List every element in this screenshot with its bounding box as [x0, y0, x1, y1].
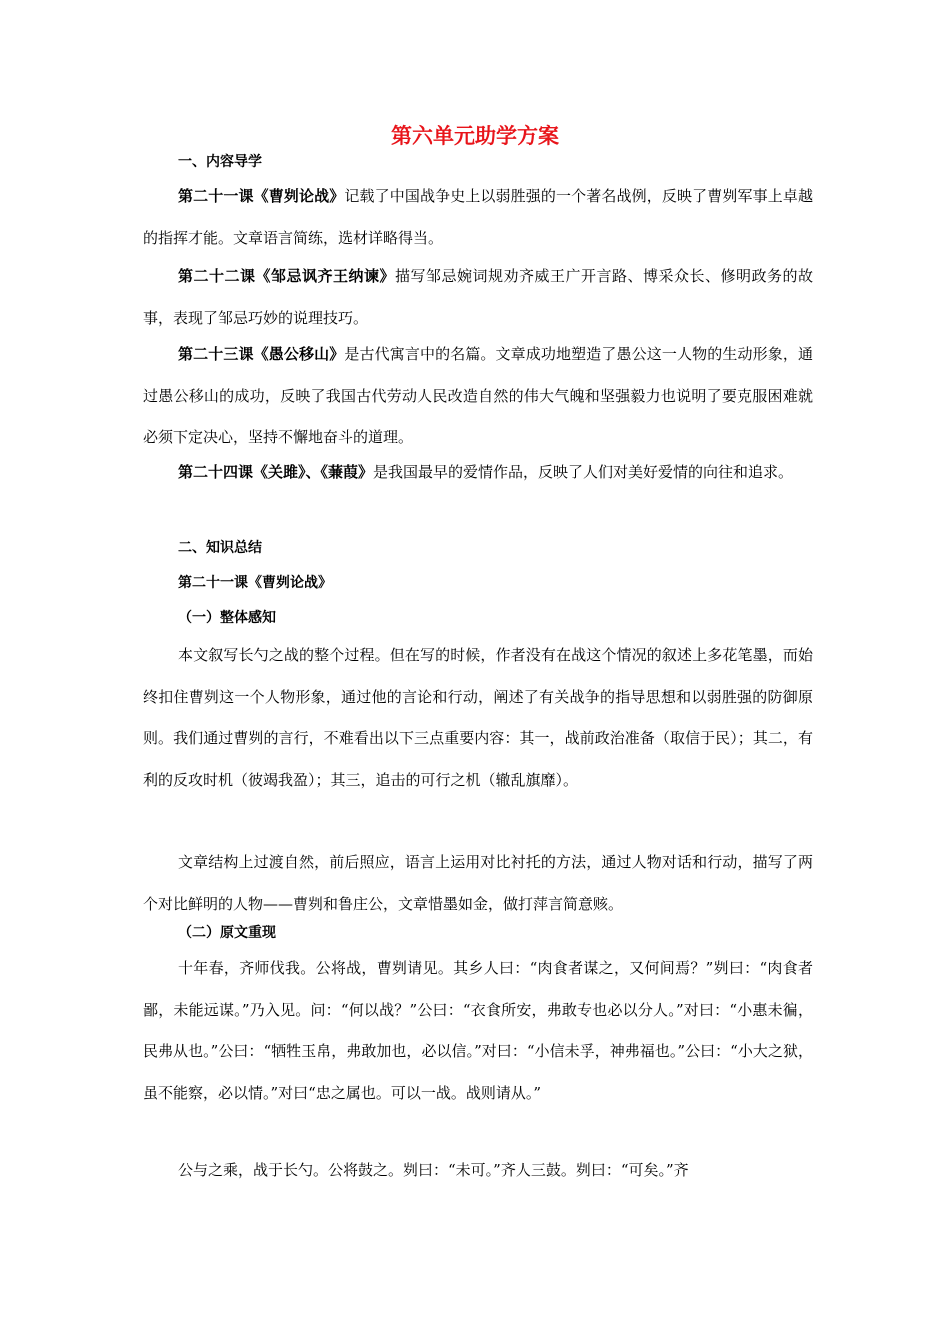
subheading-overall-perception: （一）整体感知	[178, 610, 276, 626]
lesson-21-title: 第二十一课《曹刿论战》	[178, 187, 345, 205]
lesson-23-text: 是古代寓言中的名篇。文章成功地塑造了愚公这一人物的生动形象，通过愚公移山的成功，反映了我国古代劳动人民改造自然的伟大气魄和坚强毅力也说明了要克服困难就必须下定决心，坚持不懈地奋斗的道理。	[143, 345, 813, 446]
section-heading-content-guide: 一、内容导学	[178, 154, 262, 170]
lesson-23-title: 第二十三课《愚公移山》	[178, 345, 345, 363]
lesson-23-intro	[143, 334, 813, 459]
lesson-21-text: 记载了中国战争史上以弱胜强的一个著名战例，反映了曹刿军事上卓越的指挥才能。文章语言简练，选材详略得当。	[143, 187, 813, 247]
lesson-21-heading: 第二十一课《曹刿论战》	[178, 575, 332, 591]
lesson-22-text: 描写邹忌婉词规劝齐威王广开言路、博采众长、修明政务的故事，表现了邹忌巧妙的说理技巧。	[143, 267, 813, 327]
lesson-24-intro	[143, 452, 813, 494]
original-text-paragraph-2: 公与之乘，战于长勺。公将鼓之。刿曰：“未可。”齐人三鼓。刿曰：“可矣。”齐	[178, 1161, 689, 1179]
original-text-paragraph-1: 十年春，齐师伐我。公将战，曹刿请见。其乡人曰：“肉食者谋之，又何间焉？”刿曰：“肉食者鄙，未能远谋。”乃入见。问：“何以战？”公曰：“衣食所安，弗敢专也必以分人。”对曰：“小惠未徧，民弗从也。”公曰：“牺牲玉帛，弗敢加也，必以信。”对曰：“小信未孚，神弗福也。”公曰：“小大之狱，虽不能察，必以情。”对曰“忠之属也。可以一战。战则请从。”	[143, 959, 813, 1102]
lesson-22-title: 第二十二课《邹忌讽齐王纳谏》	[178, 267, 395, 285]
lesson-22-intro	[143, 256, 813, 339]
overall-perception-paragraph-1: 本文叙写长勺之战的整个过程。但在写的时候，作者没有在战这个情况的叙述上多花笔墨，而始终扣住曹刿这一个人物形象，通过他的言论和行动，阐述了有关战争的指导思想和以弱胜强的防御原则。我们通过曹刿的言行，不难看出以下三点重要内容：其一，战前政治准备（取信于民）；其二，有利的反攻时机（彼竭我盈）；其三，追击的可行之机（辙乱旗靡）。	[143, 646, 813, 789]
lesson-24-text: 是我国最早的爱情作品，反映了人们对美好爱情的向往和追求。	[373, 463, 794, 481]
overall-perception-paragraph-2: 文章结构上过渡自然，前后照应，语言上运用对比衬托的方法，通过人物对话和行动，描写了两个对比鲜明的人物——曹刿和鲁庄公，文章惜墨如金，做打萍言简意赅。	[143, 853, 813, 913]
lesson-21-intro	[143, 176, 813, 259]
section-heading-knowledge-summary: 二、知识总结	[178, 540, 262, 556]
subheading-original-text: （二）原文重现	[178, 925, 276, 941]
lesson-24-title: 第二十四课《关雎》、《蒹葭》	[178, 463, 374, 481]
document-title: 第六单元助学方案	[391, 124, 559, 148]
